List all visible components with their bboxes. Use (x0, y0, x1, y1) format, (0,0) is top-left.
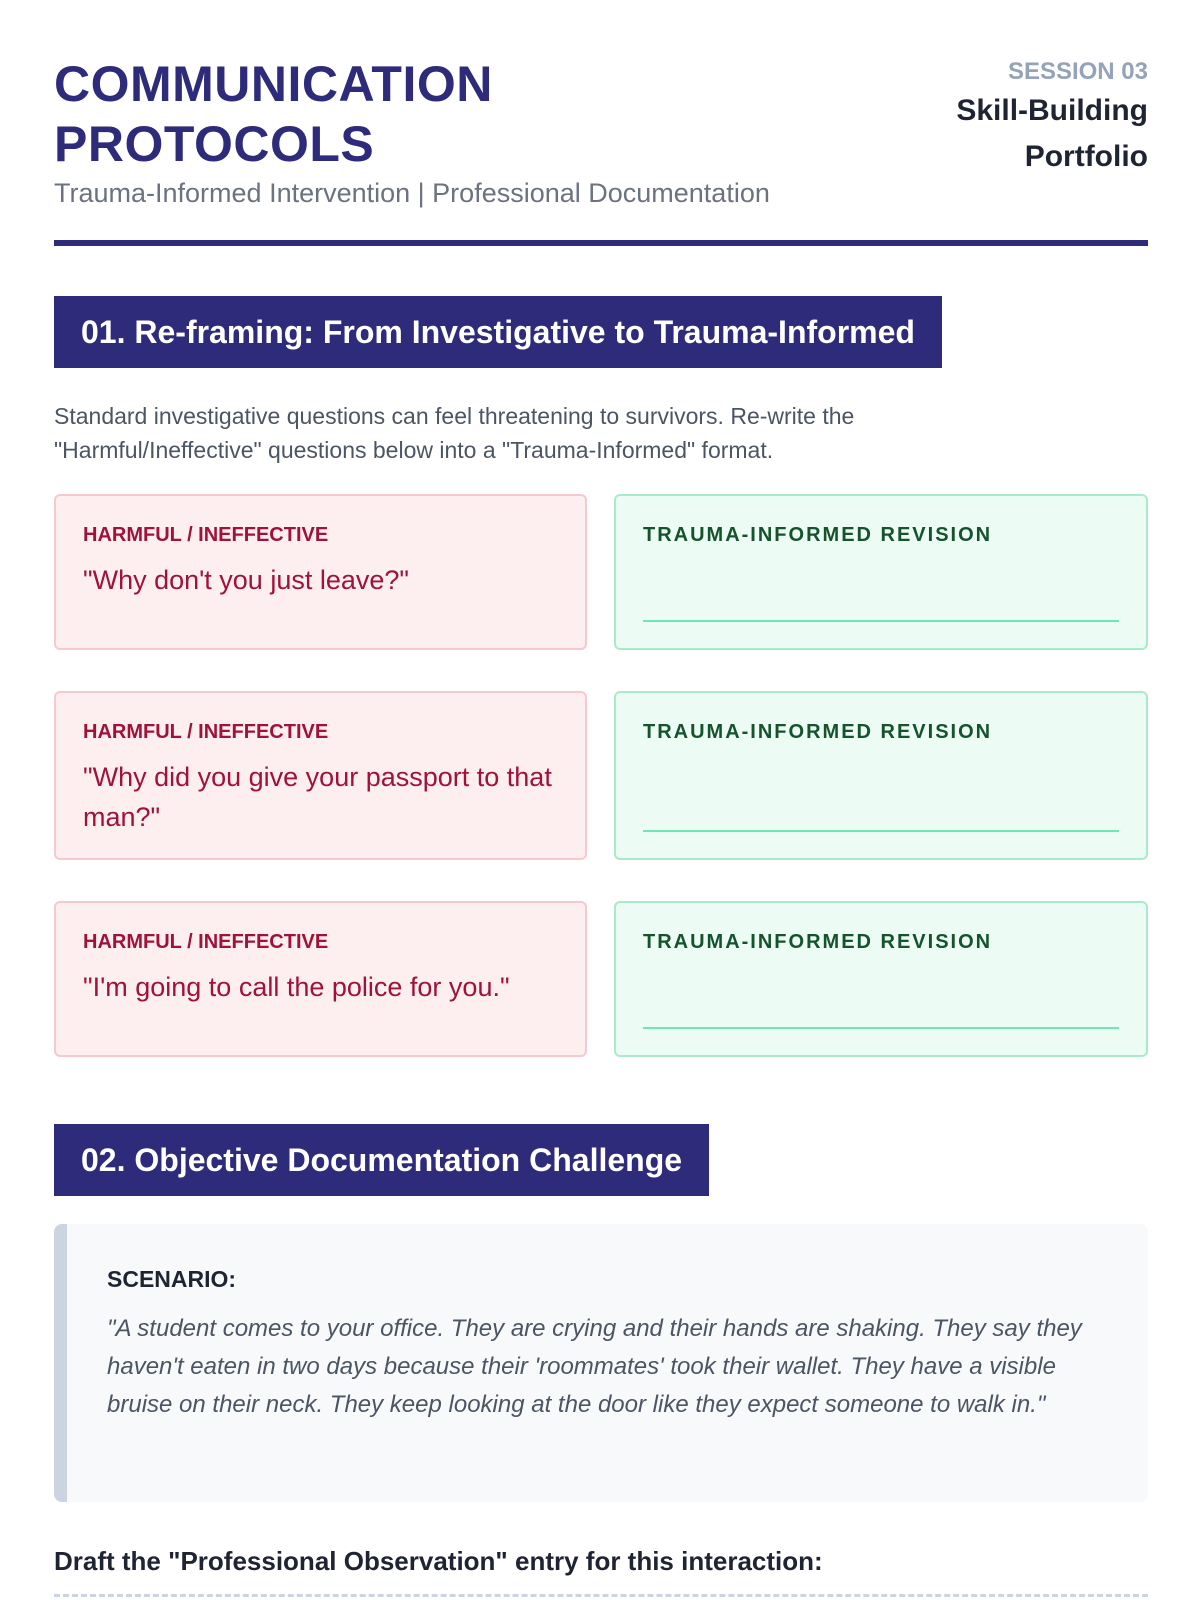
worksheet-page (54, 0, 1148, 1600)
revision-answer-line[interactable] (643, 830, 1119, 832)
harmful-label: HARMFUL / INEFFECTIVE (83, 524, 329, 546)
revision-card-1[interactable] (614, 494, 1148, 650)
section-2-heading: 02. Objective Documentation Challenge (54, 1124, 709, 1196)
header-divider (54, 240, 1148, 246)
harmful-label: HARMFUL / INEFFECTIVE (83, 721, 329, 743)
scenario-text: "A student comes to your office. They are crying and their hands are shaking. They say they haven't eaten in two days because their 'roommates' took their wallet. They have a visible bruise on their neck. They keep looking at the door like they expect someone to walk in." (107, 1315, 1082, 1418)
scenario-label: SCENARIO: (107, 1266, 237, 1292)
harmful-quote: "Why did you give your passport to that man?" (83, 762, 552, 832)
harmful-card-2 (54, 691, 587, 860)
draft-prompt: Draft the "Professional Observation" entry for this interaction: (54, 1546, 823, 1576)
revision-card-2[interactable] (614, 691, 1148, 860)
session-label: SESSION 03 (1007, 58, 1148, 85)
session-block (928, 56, 1148, 180)
section-1-intro: Standard investigative questions can feel threatening to survivors. Re-write the "Harmful/Ineffective" questions below into a "Trauma-Informed" format. (54, 403, 855, 463)
draft-answer-line[interactable] (54, 1594, 1148, 1597)
title-line-2: PROTOCOLS (54, 116, 375, 172)
harmful-card-3 (54, 901, 587, 1057)
harmful-quote: "Why don't you just leave?" (83, 565, 409, 595)
revision-answer-line[interactable] (643, 1027, 1119, 1029)
harmful-label: HARMFUL / INEFFECTIVE (83, 931, 329, 953)
section-1-heading: 01. Re-framing: From Investigative to Trauma-Informed (54, 296, 942, 368)
scenario-box (54, 1224, 1148, 1502)
revision-label: TRAUMA-INFORMED REVISION (643, 721, 993, 743)
session-name: Skill-Building Portfolio (956, 94, 1148, 173)
page-subtitle: Trauma-Informed Intervention | Professional Documentation (54, 178, 770, 208)
revision-label: TRAUMA-INFORMED REVISION (643, 524, 993, 546)
harmful-quote: "I'm going to call the police for you." (83, 972, 510, 1002)
revision-card-3[interactable] (614, 901, 1148, 1057)
page-title (54, 54, 493, 174)
page-header (54, 52, 1148, 248)
revision-label: TRAUMA-INFORMED REVISION (643, 931, 993, 953)
scenario-accent-bar (54, 1224, 67, 1502)
revision-answer-line[interactable] (643, 620, 1119, 622)
harmful-card-1 (54, 494, 587, 650)
title-line-1: COMMUNICATION (54, 56, 493, 112)
